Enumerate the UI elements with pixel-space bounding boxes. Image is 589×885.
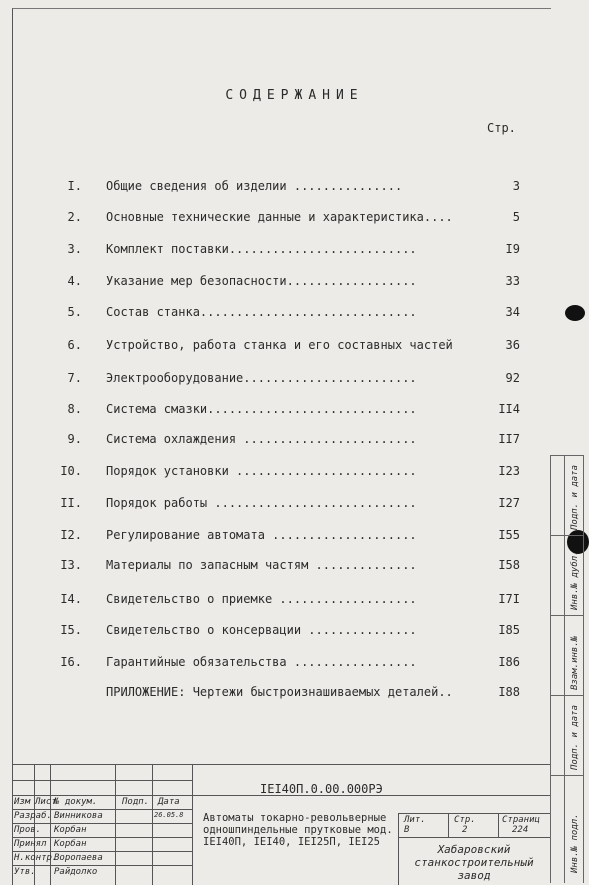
title-block-border: [115, 765, 116, 885]
toc-title: Порядок работы ............................: [106, 496, 417, 510]
toc-title: Основные технические данные и характеристика....: [106, 210, 453, 224]
toc-title: Общие сведения об изделии ...............: [106, 179, 403, 193]
title-block-border: [50, 765, 51, 885]
toc-title: Комплект поставки..........................: [106, 242, 417, 256]
tb-lit-value: В: [404, 825, 410, 835]
tb-header: Подп.: [122, 797, 150, 807]
tb-role: Разраб.: [14, 811, 52, 821]
toc-number: I2.: [60, 528, 82, 542]
toc-row: [56, 304, 520, 320]
tb-name: Воропаева: [54, 853, 103, 863]
side-stamp-label: Инв.№ дубл.: [570, 550, 580, 610]
tb-sheet-label: Стр.: [454, 815, 476, 825]
toc-title: Свидетельство о приемке ...................: [106, 592, 417, 606]
product-description: Автоматы токарно-револьверные одношпиндельные прутковые мод. IEI40П, IEI40, IEI25П, IEI25: [203, 812, 393, 848]
toc-page: II4: [498, 402, 520, 416]
toc-title: Устройство, работа станка и его составных частей: [106, 338, 453, 352]
toc-title: Материалы по запасным частям ..............: [106, 558, 417, 572]
toc-title: Система охлаждения ........................: [106, 432, 417, 446]
toc-number: 3.: [67, 242, 82, 256]
title-block-border: [12, 851, 192, 852]
title-block-border: [12, 809, 192, 810]
toc-number: I4.: [60, 592, 82, 606]
side-stamp-divider: [550, 775, 584, 776]
toc-page: I85: [498, 623, 520, 637]
tb-role: Н.контр.: [14, 853, 58, 863]
toc-title: Регулирование автомата ....................: [106, 528, 417, 542]
toc-row: [56, 370, 520, 386]
toc-title: Электрооборудование........................: [106, 371, 417, 385]
toc-title: Состав станка..............................: [106, 305, 417, 319]
toc-title: ПРИЛОЖЕНИЕ: Чертежи быстроизнашиваемых деталей..: [106, 685, 453, 699]
toc-page: 3: [512, 179, 520, 193]
toc-row: [56, 622, 520, 638]
toc-title: Гарантийные обязательства .................: [106, 655, 417, 669]
title-block-border: [398, 813, 399, 885]
toc-number: I5.: [60, 623, 82, 637]
toc-title: Порядок установки .........................: [106, 464, 417, 478]
toc-page: 34: [505, 305, 520, 319]
toc-page: I27: [498, 496, 520, 510]
title-block-border: [498, 813, 499, 837]
tb-name: Райдолко: [54, 867, 98, 877]
title-block-border: [12, 837, 192, 838]
toc-number: 5.: [67, 305, 82, 319]
side-stamp-divider: [550, 615, 584, 616]
toc-row-appendix: [56, 684, 520, 700]
toc-page: I58: [498, 558, 520, 572]
toc-row: [56, 178, 520, 194]
toc-page: I88: [498, 685, 520, 699]
side-stamp-border: [550, 455, 551, 883]
title-block-border: [12, 823, 192, 824]
side-stamp-label: Подп. и дата: [570, 704, 580, 770]
side-stamp-label: Взам.инв.№: [570, 635, 580, 690]
tb-role: Принял: [14, 839, 47, 849]
toc-row: [56, 495, 520, 511]
tb-header: Лист: [35, 797, 57, 807]
toc-number: I0.: [60, 464, 82, 478]
tb-sheets-value: 224: [512, 825, 529, 835]
side-stamp-border: [564, 455, 565, 883]
side-stamp-divider: [550, 695, 584, 696]
toc-number: I.: [67, 179, 82, 193]
toc-row: [56, 527, 520, 543]
toc-row: [56, 337, 520, 353]
side-stamp-border: [583, 455, 584, 883]
toc-page: I9: [505, 242, 520, 256]
toc-title: Свидетельство о консервации ...............: [106, 623, 417, 637]
tb-header: Дата: [158, 797, 180, 807]
toc-page: I86: [498, 655, 520, 669]
title-block-border: [192, 765, 193, 885]
toc-number: I3.: [60, 558, 82, 572]
tb-role: Утв.: [14, 867, 36, 877]
toc-page: 33: [505, 274, 520, 288]
tb-name: Корбан: [54, 839, 87, 849]
toc-number: II.: [60, 496, 82, 510]
toc-row: [56, 654, 520, 670]
toc-number: 8.: [67, 402, 82, 416]
toc-row: [56, 273, 520, 289]
toc-row: [56, 401, 520, 417]
toc-row: [56, 463, 520, 479]
toc-row: [56, 431, 520, 447]
toc-page: 92: [505, 371, 520, 385]
title-block-border: [398, 837, 550, 838]
title-block-border: [152, 765, 153, 885]
toc-number: 7.: [67, 371, 82, 385]
title-block-border: [448, 813, 449, 837]
toc-page: I55: [498, 528, 520, 542]
tb-header: Изм: [14, 797, 31, 807]
toc-page: 5: [512, 210, 520, 224]
side-stamp-divider: [550, 535, 584, 536]
toc-page: 36: [505, 338, 520, 352]
toc-number: I6.: [60, 655, 82, 669]
tb-lit-label: Лит.: [404, 815, 426, 825]
toc-row: [56, 241, 520, 257]
page-column-label: Стр.: [487, 121, 516, 135]
toc-page: I23: [498, 464, 520, 478]
toc-number: 6.: [67, 338, 82, 352]
toc-number: 4.: [67, 274, 82, 288]
toc-row: [56, 557, 520, 573]
toc-page: I7I: [498, 592, 520, 606]
toc-number: 2.: [67, 210, 82, 224]
side-stamp-label: Подп. и дата: [570, 464, 580, 530]
toc-number: 9.: [67, 432, 82, 446]
ink-blot: [565, 305, 585, 321]
title-block-border: [12, 865, 192, 866]
toc-title: Указание мер безопасности..................: [106, 274, 417, 288]
toc-row: [56, 209, 520, 225]
title-block-border: [12, 780, 192, 781]
page-title: СОДЕРЖАНИЕ: [225, 88, 364, 103]
toc-title: Система смазки.............................: [106, 402, 417, 416]
title-block-border: [398, 813, 550, 814]
tb-role: Пров.: [14, 825, 42, 835]
tb-sheet-value: 2: [462, 825, 468, 835]
tb-header: № докум.: [54, 797, 98, 807]
organization-name: Хабаровский станкостроительный завод: [414, 843, 534, 882]
tb-name: Корбан: [54, 825, 87, 835]
side-stamp: [550, 455, 584, 883]
side-stamp-divider: [550, 455, 584, 456]
tb-date: 26.05.8: [154, 811, 184, 819]
toc-row: [56, 591, 520, 607]
side-stamp-label: Инв.№ подл.: [570, 813, 580, 873]
toc-page: II7: [498, 432, 520, 446]
document-code: IEI40П.0.00.000РЭ: [260, 782, 383, 796]
tb-name: Винникова: [54, 811, 103, 821]
tb-sheets-label: Страниц: [502, 815, 540, 825]
